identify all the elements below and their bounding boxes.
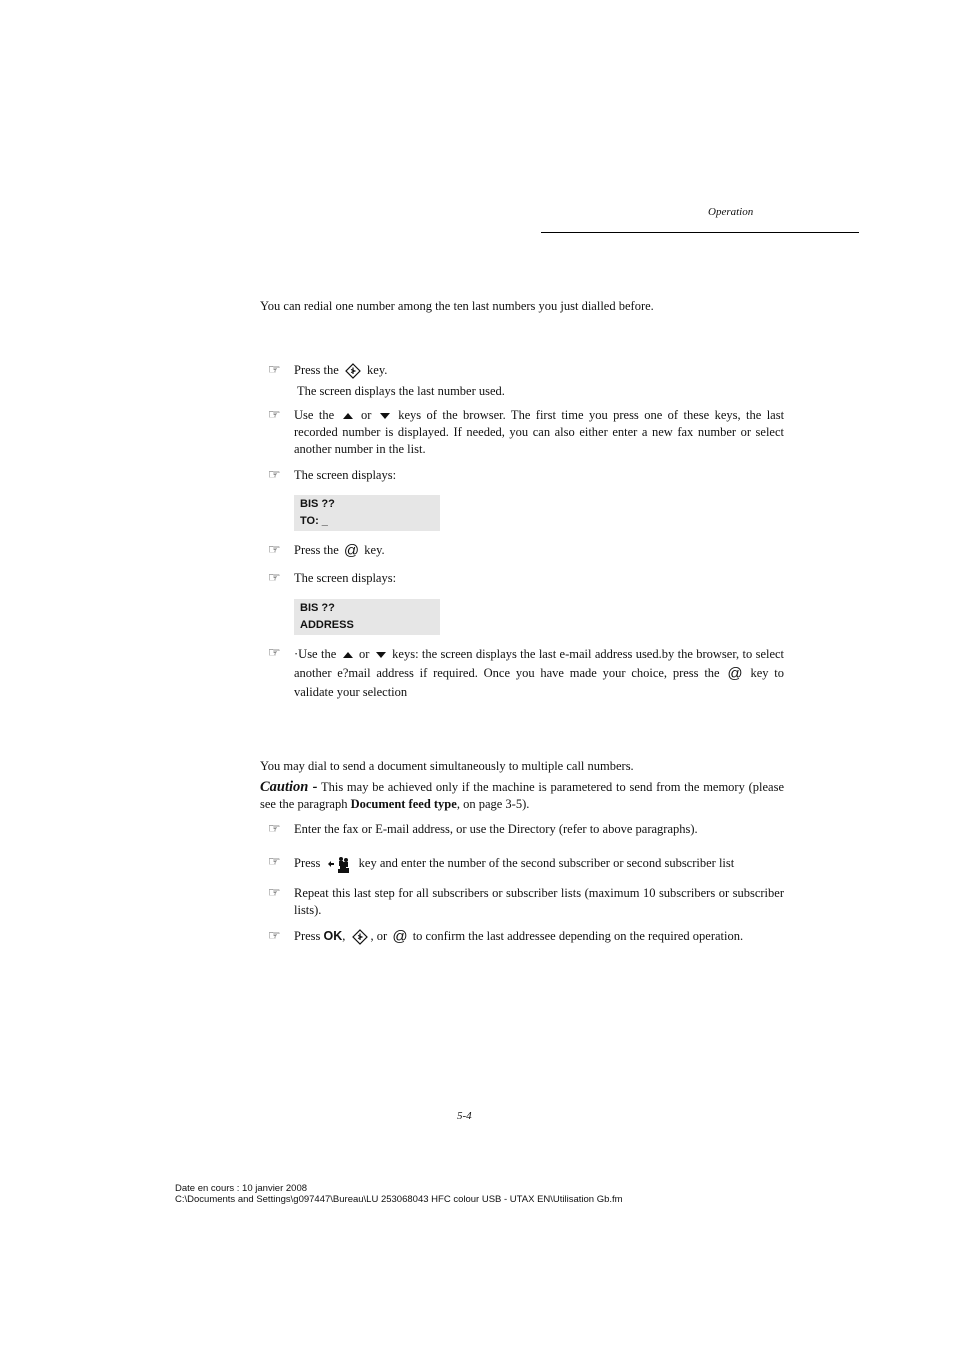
redial-step-6	[268, 645, 784, 702]
redial-step-2	[268, 407, 784, 458]
step-text: key and enter the number of the second subscriber or second subscriber list	[358, 855, 735, 870]
redial-step-1-note: The screen displays the last number used.	[297, 384, 505, 398]
caution-link-text: Document feed type	[350, 797, 457, 811]
step-text: keys of the browser. The first time you press one of these keys, the last recorded number is displayed. If needed, you can also either enter a new fax number or select another number in the list.	[294, 408, 785, 456]
lcd-line: BIS ??	[300, 602, 335, 614]
lcd-screen-2	[294, 599, 440, 635]
step-text: Press	[294, 929, 321, 943]
lcd-screen-1	[294, 495, 440, 531]
down-arrow-icon	[380, 412, 390, 420]
pointing-hand-icon: ☞	[268, 646, 281, 661]
multi-step-3	[268, 885, 784, 919]
footer-path: C:\Documents and Settings\g097447\Bureau\LU 253068043 HFC colour USB - UTAX EN\Utilisation Gb.fm	[175, 1194, 623, 1205]
step-text: Press	[294, 855, 321, 870]
step-text: ·Use the	[294, 647, 337, 661]
header-section-title: Operation	[708, 206, 754, 218]
step-text: Press the	[294, 363, 339, 377]
redial-step-3	[268, 467, 784, 484]
pointing-hand-icon: ☞	[268, 543, 281, 558]
multi-step-2	[268, 854, 784, 874]
caution-text: This may be achieved only if the machine is parametered to send from the memory (please see the paragraph	[260, 780, 784, 811]
pointing-hand-icon: ☞	[268, 929, 281, 944]
footer-date: Date en cours : 10 janvier 2008	[175, 1183, 308, 1194]
up-arrow-icon	[343, 412, 353, 420]
pointing-hand-icon: ☞	[268, 408, 281, 423]
step-text: ,	[342, 929, 346, 943]
pointing-hand-icon: ☞	[268, 886, 281, 901]
step-text: Press the	[294, 543, 339, 557]
pointing-hand-icon: ☞	[268, 822, 281, 837]
lcd-line: ADDRESS	[300, 619, 354, 631]
multi-step-4	[268, 928, 784, 945]
step-text: to confirm the last addressee depending on the required operation.	[412, 929, 744, 943]
down-arrow-icon	[376, 651, 386, 659]
caution-note	[260, 779, 784, 813]
caution-label: Caution -	[260, 779, 318, 795]
step-text: or	[359, 647, 370, 661]
step-text: Use the	[294, 408, 335, 422]
header-rule	[541, 232, 859, 233]
step-text: , or	[370, 929, 388, 943]
redial-intro: You can redial one number among the ten last numbers you just dialled before.	[260, 299, 654, 313]
at-key-icon: @	[392, 928, 408, 945]
step-text: key.	[367, 363, 388, 377]
at-key-icon: @	[343, 542, 360, 559]
pointing-hand-icon: ☞	[268, 571, 281, 586]
ok-key-label: OK	[323, 929, 343, 943]
step-text: or	[360, 408, 372, 422]
step-text: key to validate your selection	[294, 665, 785, 699]
step-text: The screen displays:	[294, 571, 397, 585]
step-text: Enter the fax or E-mail address, or use the Directory (refer to above paragraphs).	[294, 822, 698, 836]
redial-step-4	[268, 542, 784, 559]
pointing-hand-icon: ☞	[268, 363, 281, 378]
step-text: The screen displays:	[294, 468, 397, 482]
at-key-icon: @	[727, 664, 743, 682]
caution-text: , on page 3-5).	[456, 797, 530, 811]
multi-step-1	[268, 821, 784, 838]
up-arrow-icon	[343, 651, 353, 659]
step-text: key.	[364, 543, 385, 557]
multi-subscriber-key-icon	[327, 854, 353, 874]
diamond-start-key-icon	[352, 929, 368, 945]
redial-step-5	[268, 570, 784, 587]
step-text: Repeat this last step for all subscribers or subscriber lists (maximum 10 subscribers or subscriber lists).	[294, 886, 784, 917]
lcd-line: BIS ??	[300, 498, 335, 510]
pointing-hand-icon: ☞	[268, 855, 281, 870]
step-text: keys: the screen displays the last e-mail address used.by the browser, to select another e?mail address if required. Once you have made your choice, press the	[294, 647, 785, 680]
lcd-line: TO: _	[300, 515, 328, 527]
page-number: 5-4	[457, 1110, 472, 1122]
multi-intro: You may dial to send a document simultaneously to multiple call numbers.	[260, 759, 634, 773]
diamond-start-key-icon	[345, 363, 361, 379]
pointing-hand-icon: ☞	[268, 468, 281, 483]
redial-step-1	[268, 362, 784, 379]
